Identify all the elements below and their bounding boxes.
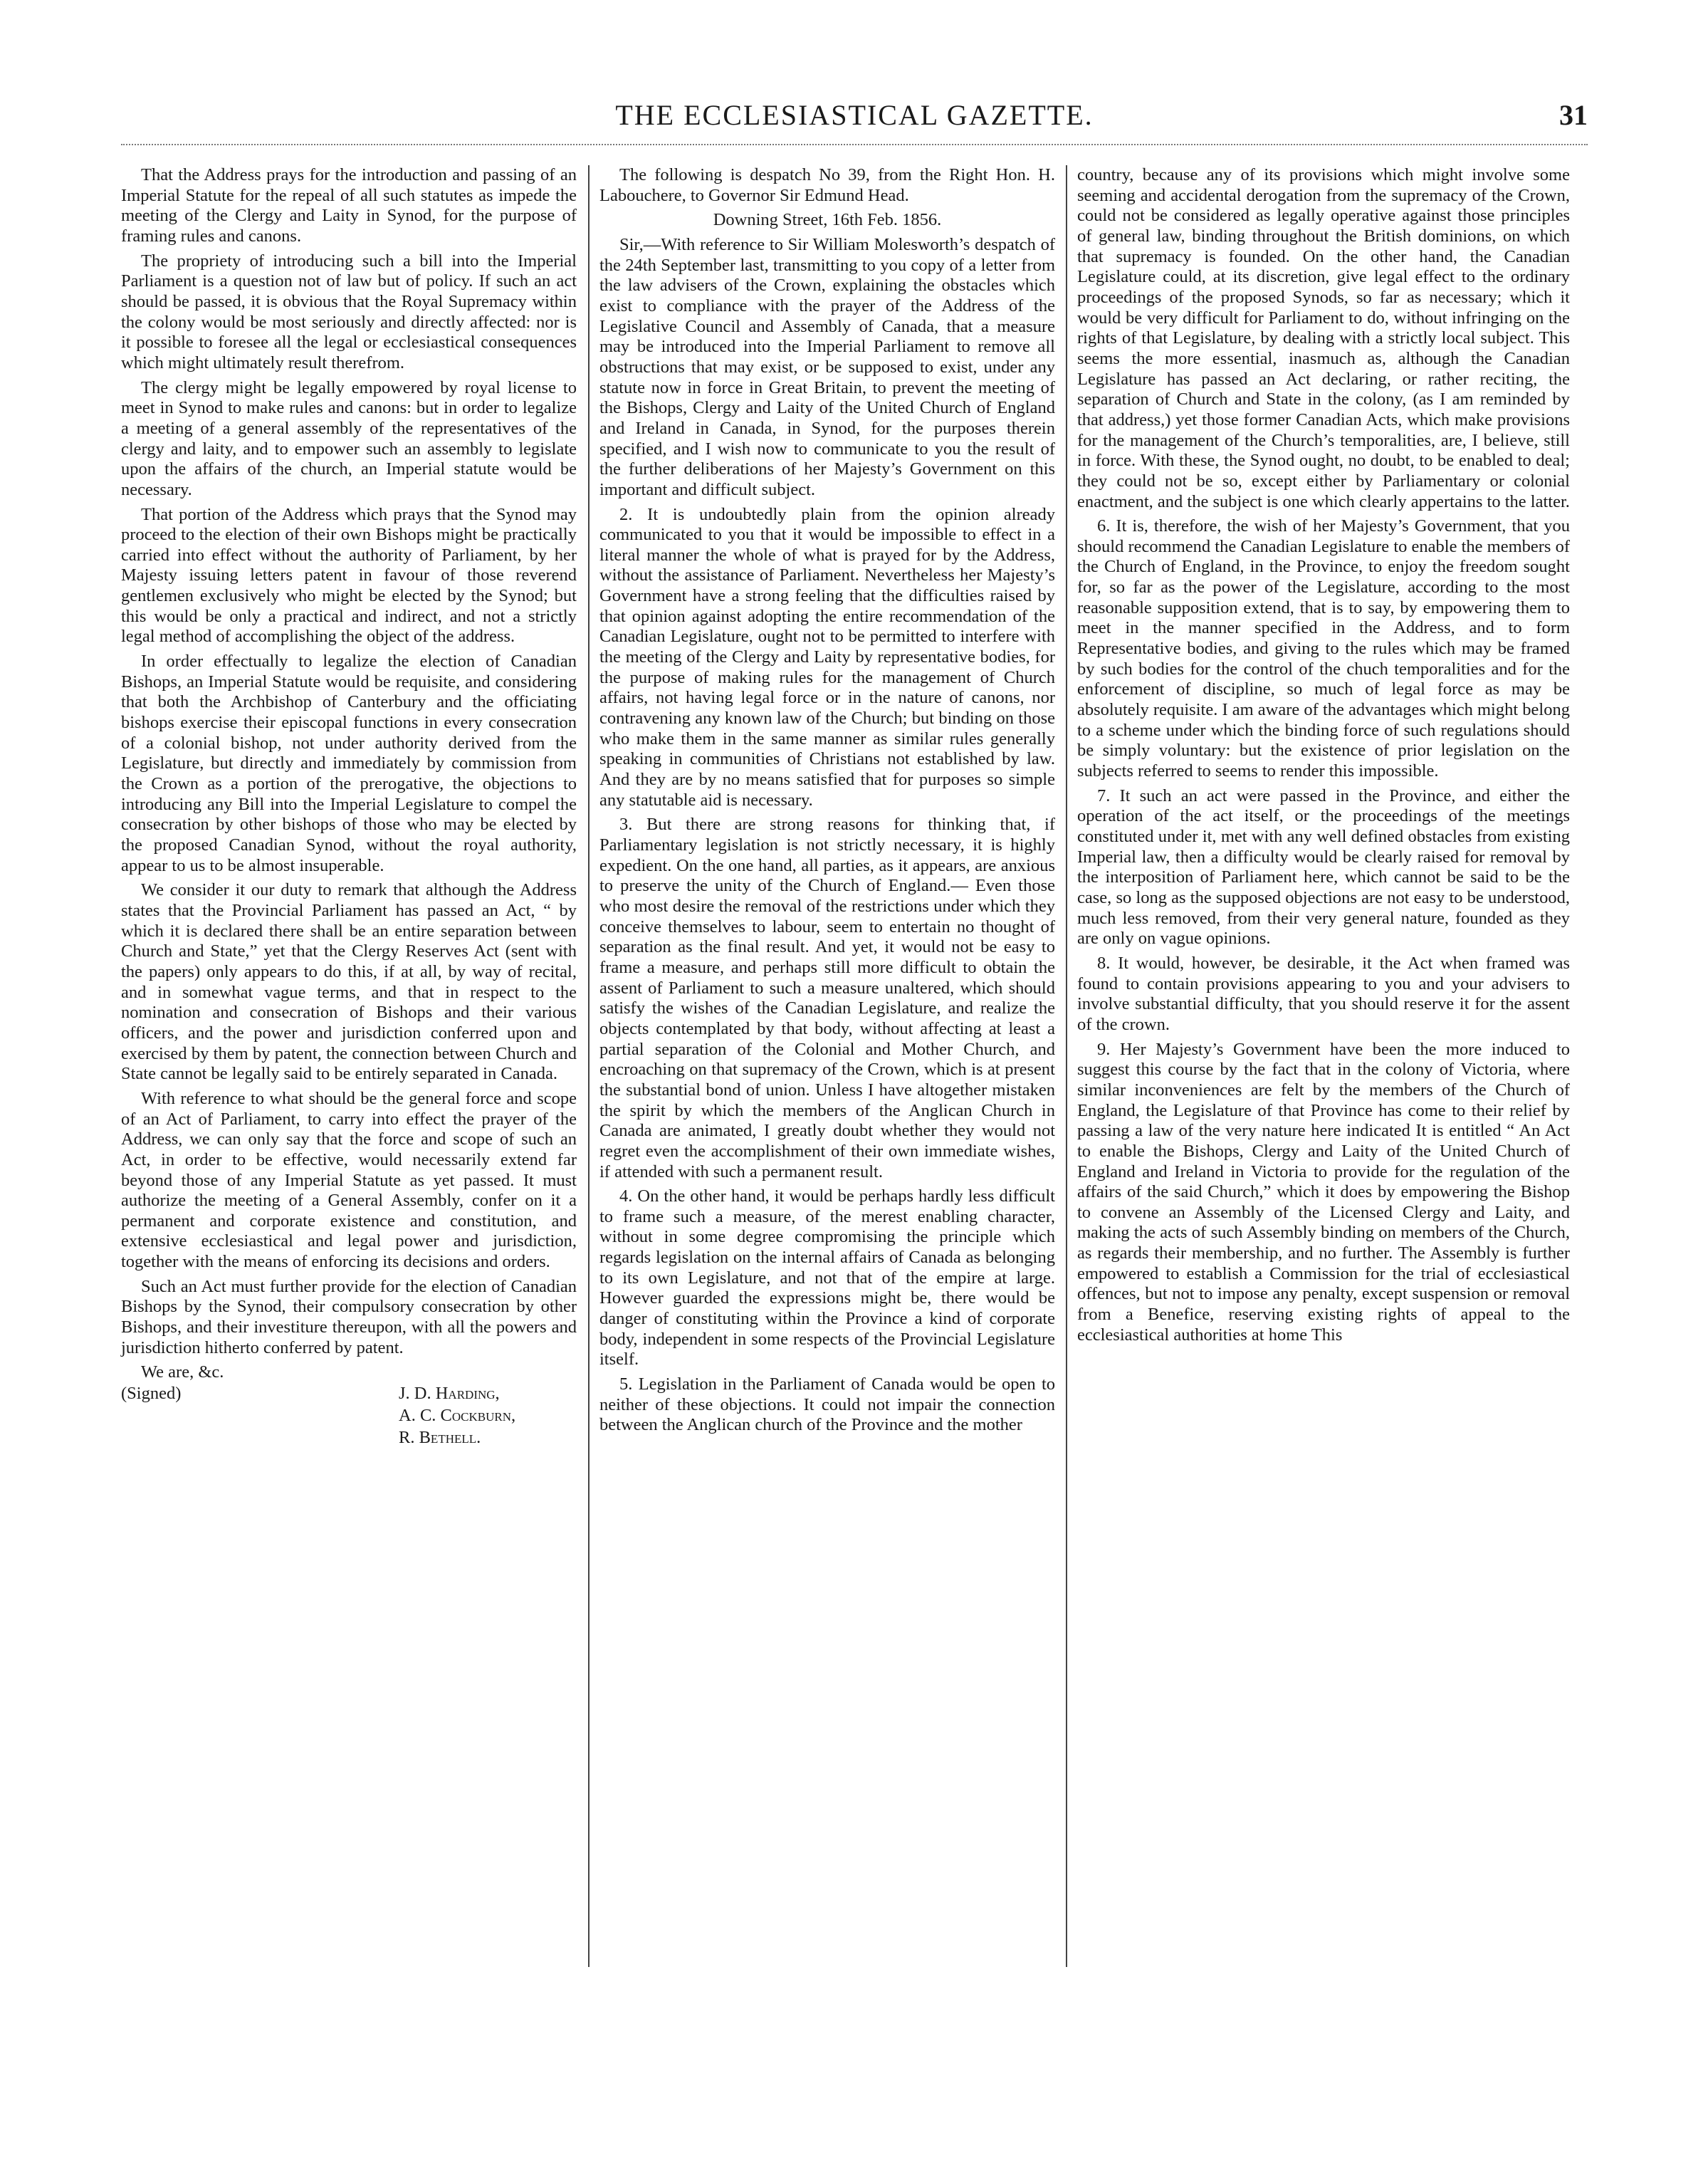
paragraph: That portion of the Address which prays that the Synod may proceed to the election of their own Bishops might be practically carried into effect without the authority of Parliament, by her Majesty issuing letters patent in favour of those reverend gentlemen exclusively who might be elected by the Synod; but this would be only a practical and indirect, and not a strictly legal method of accomplishing the object of the address.	[121, 504, 577, 647]
page-number: 31	[1559, 99, 1588, 131]
paragraph: 3. But there are strong reasons for thinking that, if Parliamentary legislation is not strictly necessary, it is highly expedient. On the one hand, all parties, as it appears, are anxious to preserve the unity of the Church of England.— Even those who most desire the removal of the restrictions under which they conceive themselves to labour, seem to entertain no thought of separation as the final result. And yet, it would not be easy to frame a measure, and perhaps still more difficult to obtain the assent of Parliament to such a measure unaltered, which should satisfy the wishes of the Canadian Legislature, and realize the objects contemplated by that body, without affecting at least a partial separation of the Colonial and Mother Church, and encroaching on that supremacy of the Crown, which is at present the substantial bond of union. Unless I have altogether mistaken the spirit by which the members of the Anglican Church in Canada are animated, I greatly doubt whether they would not regret even the accomplishment of their own immediate wishes, if attended with such a permanent result.	[599, 815, 1055, 1181]
paragraph: 4. On the other hand, it would be perhaps hardly less difficult to frame such a measure, of the merest enabling character, without in some degree compromising the principle which regards legislation on the internal affairs of Canada as belonging to its own Legislature, and not that of the empire at large. However guarded the expressions might be, there would be danger of constituting within the Province a kind of corporate body, independent in some respects of the Provincial Legislature itself.	[599, 1186, 1055, 1369]
paragraph: In order effectually to legalize the election of Canadian Bishops, an Imperial Statute would be requisite, and considering that both the Archbishop of Canterbury and the officiating bishops exercise their episcopal functions in every consecration of a colonial bishop, not under authority derived from the Legislature, but directly and immediately by commission from the Crown as a portion of the prerogative, the objections to introducing any Bill into the Imperial Legislature to compel the consecration by other bishops of those who may be elected by the proposed Canadian Synod, without the royal authority, appear to us to be almost insuperable.	[121, 652, 577, 875]
signatory-names	[399, 1384, 515, 1449]
signature-block	[121, 1362, 577, 1448]
column-2	[599, 165, 1055, 1440]
paragraph: 5. Legislation in the Parliament of Canada would be open to neither of these objections. It could not impair the connection between the Anglican church of the Province and the mother	[599, 1374, 1055, 1435]
paragraph: 8. It would, however, be desirable, it the Act when framed was found to contain provisions appearing to you and your advisers to involve substantial difficulty, that you should reserve it for the assent of the crown.	[1077, 953, 1570, 1034]
column-1	[121, 165, 577, 1448]
paragraph: 2. It is undoubtedly plain from the opinion already communicated to you that it would be impossible to effect in a literal manner the whole of what is prayed for by the Address, without the assistance of Parliament. Nevertheless her Majesty’s Government have a strong feeling that the difficulties raised by that opinion against adopting the entire recommendation of the Canadian Legislature, ought not to be permitted to interfere with the meeting of the Clergy and Laity by representative bodies, for the purpose of making rules for the management of Church affairs, not having legal force or in the nature of canons, nor contravening any known law of the Church; but binding on those who make them in the same manner as similar rules generally speaking in communities of Christians not established by law. And they are by no means satisfied that for purposes so simple any statutable aid is necessary.	[599, 504, 1055, 810]
paragraph: 7. It such an act were passed in the Province, and either the operation of the act itself, or the proceedings of the meetings constituted under it, met with any well defined obstacles from existing Imperial law, then a difficulty would be clearly raised for removal by the interposition of Parliament here, which cannot be said to be the case, so long as the supposed objections are not easy to be understood, much less removed, from their very general nature, founded as they are only on vague opinions.	[1077, 786, 1570, 949]
despatch-date: Downing Street, 16th Feb. 1856.	[713, 210, 942, 230]
signatory: J. D. Harding,	[399, 1384, 500, 1404]
closing-line: We are, &c.	[141, 1362, 224, 1382]
publication-title: THE ECCLESIASTICAL GAZETTE.	[615, 99, 1094, 131]
paragraph: The clergy might be legally empowered by royal license to meet in Synod to make rules and canons: but in order to legalize a meeting of a general assembly of the representatives of the clergy and laity, and to empower such an assembly to legislate upon the affairs of the church, an Imperial statute would be necessary.	[121, 377, 577, 499]
header-rule	[121, 144, 1588, 145]
signed-label: (Signed)	[121, 1384, 182, 1404]
column-divider	[588, 165, 590, 1967]
masthead	[121, 98, 1588, 141]
signatory: R. Bethell.	[399, 1427, 481, 1447]
paragraph: The propriety of introducing such a bill into the Imperial Parliament is a question not of law but of policy. If such an act should be passed, it is obvious that the Royal Supremacy within the colony would be most seriously and directly affected: nor is it possible to foresee all the legal or ecclesiastical consequences which might ultimately result therefrom.	[121, 251, 577, 372]
paragraph: The following is despatch No 39, from the Right Hon. H. Labouchere, to Governor Sir Edmund Head.	[599, 165, 1055, 205]
paragraph: Sir,—With reference to Sir William Molesworth’s despatch of the 24th September last, transmitting to you copy of a letter from the law advisers of the Crown, explaining the obstacles which exist to compliance with the prayer of the Address of the Legislative Council and Assembly of Canada, that a measure may be introduced into the Imperial Parliament to remove all obstructions that may exist, or be supposed to exist, under any statute now in force in Great Britain, to prevent the meeting of the Bishops, Clergy and Laity of the United Church of England and Ireland in Canada, in Synod, for the purposes therein specified, and I wish now to communicate to you the result of the further deliberations of her Majesty’s Government on this important and difficult subject.	[599, 234, 1055, 499]
paragraph: 6. It is, therefore, the wish of her Majesty’s Government, that you should recommend the Canadian Legislature to enable the members of the Church of England, in the Province, to enjoy the freedom sought for, so far as the power of the Legislature, according to the most reasonable supposition extend, that is to say, by empowering them to meet in the manner specified in the Address, and to form Representative bodies, and giving to the rules which may be framed by such bodies for the control of the chuch temporalities and for the enforcement of discipline, so much of legal force as may be absolutely requisite. I am aware of the advantages which might belong to a scheme under which the binding force of such regulations should be simply voluntary: but the existence of prior legislation on the subjects referred to seems to render this impossible.	[1077, 516, 1570, 781]
paragraph: With reference to what should be the general force and scope of an Act of Parliament, to carry into effect the prayer of the Address, we can only say that the force and scope of such an Act, in order to be effective, would necessarily extend far beyond those of any Imperial Statute as yet passed. It must authorize the meeting of a General Assembly, confer on it a permanent and corporate existence and constitution, and extensive ecclesiastical and legal power and jurisdiction, together with the means of enforcing its decisions and orders.	[121, 1088, 577, 1272]
signatory: A. C. Cockburn,	[399, 1406, 516, 1426]
column-3	[1077, 165, 1570, 1350]
column-divider	[1066, 165, 1067, 1967]
paragraph: 9. Her Majesty’s Government have been the more induced to suggest this course by the fact that in the colony of Victoria, where similar inconveniences are felt by the members of the Church of England, the Legislature of that Province has come to their relief by passing a law of the very nature here indicated It is entitled “ An Act to enable the Bishops, Clergy and Laity of the United Church of England and Ireland in Victoria to provide for the regulation of the affairs of the said Church,” which it does by empowering the Bishop to convene an Assembly of the Licensed Clergy and Laity, and making the acts of such Assembly binding on members of the Church, as regards their membership, and no further. The Assembly is further empowered to establish a Commission for the trial of ecclesiastical offences, but not to impose any penalty, except suspension or removal from a Benefice, reserving existing rights of appeal to the ecclesiastical authorities at home This	[1077, 1039, 1570, 1345]
paragraph: We consider it our duty to remark that although the Address states that the Provincial Parliament has passed an Act, “ by which it is declared there shall be an entire separation between Church and State,” yet that the Clergy Reserves Act (sent with the papers) only appears to do this, if at all, by way of recital, and in somewhat vague terms, and that in respect to the nomination and consecration of Bishops and their various officers, and the power and jurisdiction conferred upon and exercised by them by patent, the connection between Church and State cannot be legally said to be entirely separated in Canada.	[121, 880, 577, 1084]
paragraph: country, because any of its provisions which might involve some seeming and accidental derogation from the supremacy of the Crown, could not be considered as legally operative against those principles of general law, binding throughout the British dominions, on which that supremacy is founded. On the other hand, the Canadian Legislature could, at its discretion, give legal effect to the ordinary proceedings of the proposed Synods, so far as necessary; which it would be very difficult for Parliament to do, without infringing on the rights of that Legislature, by dealing with a strictly local subject. This seems the more essential, inasmuch as, although the Canadian Legislature has passed an Act declaring, or rather reciting, the separation of Church and State in the colony, (as I am reminded by that address,) yet those former Canadian Acts, which make provisions for the management of the Church’s temporalities, are, I believe, still in force. With these, the Synod ought, no doubt, to be enabled to deal; they could not be so, except either by Parliamentary or colonial enactment, and the subject is one which clearly appertains to the latter.	[1077, 165, 1570, 511]
paragraph: That the Address prays for the introduction and passing of an Imperial Statute for the repeal of all such statutes as impede the meeting of the Clergy and Laity in Synod, for the purpose of framing rules and canons.	[121, 165, 577, 246]
paragraph: Such an Act must further provide for the election of Canadian Bishops by the Synod, their compulsory consecration by other Bishops, and their investiture thereupon, with all the powers and jurisdiction hitherto conferred by patent.	[121, 1276, 577, 1357]
